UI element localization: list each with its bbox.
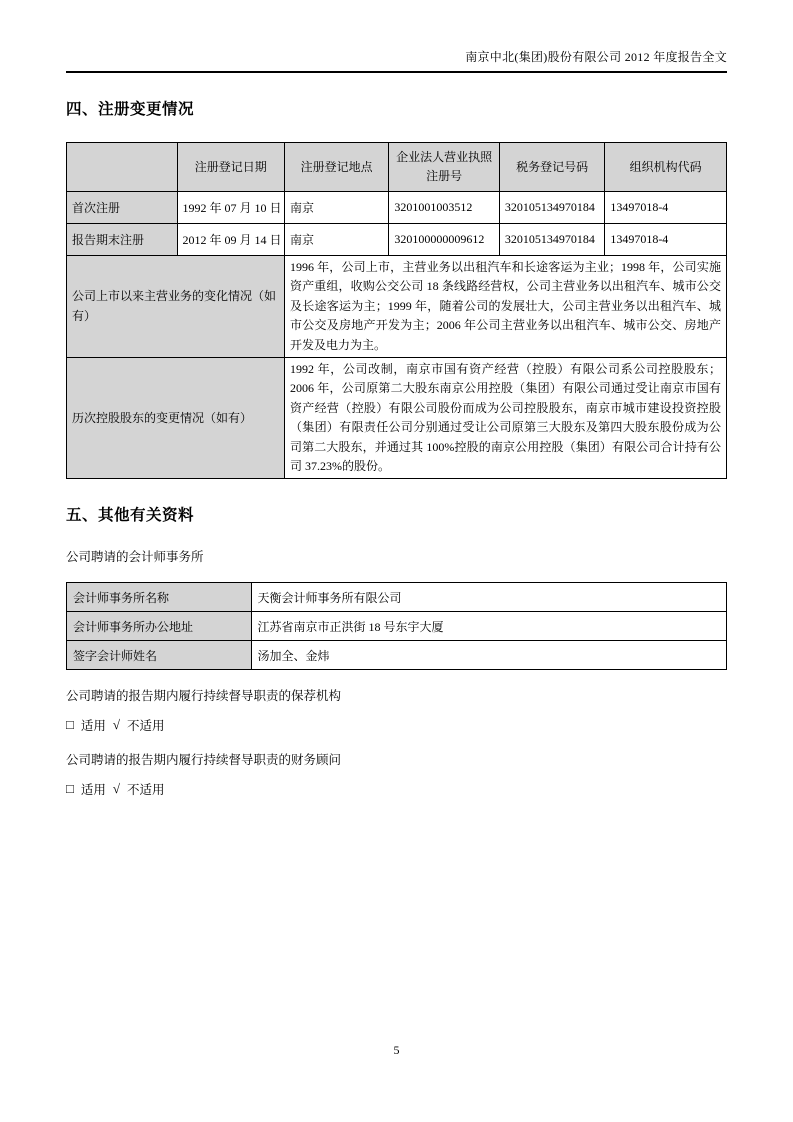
header-cell-reg-date: 注册登记日期 — [177, 143, 284, 192]
page-number: 5 — [393, 1043, 400, 1057]
section-5-heading: 五、其他有关资料 — [66, 507, 195, 525]
cell-org-code: 13497018-4 — [605, 192, 727, 224]
table-row-business-change — [67, 256, 727, 358]
checkmark-icon: √ — [112, 781, 121, 797]
firm-address-label: 会计师事务所办公地址 — [67, 612, 252, 641]
header-cell-empty — [67, 143, 178, 192]
header-divider — [66, 71, 727, 73]
cell-license-no: 3201001003512 — [389, 192, 500, 224]
table-row-period-end-registration — [67, 224, 727, 256]
cell-reg-date: 1992 年 07 月 10 日 — [177, 192, 284, 224]
row-label: 报告期末注册 — [67, 224, 178, 256]
page-content — [66, 0, 727, 798]
document-header-title: 南京中北(集团)股份有限公司 2012 年度报告全文 — [465, 50, 727, 64]
table-header-row — [67, 143, 727, 192]
cell-tax-no: 320105134970184 — [499, 224, 604, 256]
applicable-label: 适用 — [80, 783, 106, 798]
table-row-firm-address — [67, 612, 727, 641]
cell-org-code: 13497018-4 — [605, 224, 727, 256]
cell-reg-date: 2012 年 09 月 14 日 — [177, 224, 284, 256]
header-cell-license-no: 企业法人营业执照注册号 — [389, 143, 500, 192]
table-row-signing-accountants — [67, 641, 727, 670]
accountant-intro-line: 公司聘请的会计师事务所 — [66, 550, 204, 565]
cell-license-no: 320100000009612 — [389, 224, 500, 256]
sponsor-statement: 公司聘请的报告期内履行持续督导职责的保荐机构 — [66, 689, 342, 704]
header-cell-org-code: 组织机构代码 — [605, 143, 727, 192]
sponsor-applicability-line — [66, 716, 727, 734]
registration-change-table — [66, 142, 727, 479]
table-row-first-registration — [67, 192, 727, 224]
row-label: 首次注册 — [67, 192, 178, 224]
business-change-content: 1996 年，公司上市，主营业务以出租汽车和长途客运为主业；1998 年，公司实施资产重组，收购公交公司 18 条线路经营权，公司主营业务以出租汽车、城市公交及长途客运为主；1999 年，随着公司的发展壮大，公司主营业务以出租汽车、城市公交及房地产开发为主；2006 年公司主营业务以出租汽车、城市公交、房地产开发及电力为主。 — [284, 256, 726, 358]
header-cell-reg-place: 注册登记地点 — [284, 143, 388, 192]
firm-name-value: 天衡会计师事务所有限公司 — [251, 583, 726, 612]
checkbox-unchecked-icon: □ — [66, 717, 74, 733]
table-row-holder-change — [67, 358, 727, 479]
accountant-table — [66, 582, 727, 670]
checkmark-icon: √ — [112, 717, 121, 733]
firm-address-value: 江苏省南京市正洪街 18 号东宇大厦 — [251, 612, 726, 641]
cell-reg-place: 南京 — [284, 192, 388, 224]
header-cell-tax-no: 税务登记号码 — [499, 143, 604, 192]
cell-reg-place: 南京 — [284, 224, 388, 256]
checkbox-unchecked-icon: □ — [66, 781, 74, 797]
not-applicable-label: 不适用 — [127, 783, 165, 798]
business-change-label: 公司上市以来主营业务的变化情况（如有） — [67, 256, 285, 358]
signing-accountants-label: 签字会计师姓名 — [67, 641, 252, 670]
holder-change-content: 1992 年，公司改制，南京市国有资产经营（控股）有限公司系公司控股股东；2006 年，公司原第二大股东南京公用控股（集团）有限公司通过受让南京市国有资产经营（控股）有限公司股份而成为公司控股股东，南京市城市建设投资控股（集团）有限责任公司分别通过受让公司原第三大股东及第四大股东股份成为公司第二大股东，并通过其 100%控股的南京公用控股（集团）有限公司合计持有公司 37.23%的股份。 — [284, 358, 726, 479]
applicable-label: 适用 — [80, 719, 106, 734]
holder-change-label: 历次控股股东的变更情况（如有） — [67, 358, 285, 479]
not-applicable-label: 不适用 — [127, 719, 165, 734]
advisor-applicability-line — [66, 780, 727, 798]
section-4-heading: 四、注册变更情况 — [66, 101, 195, 118]
firm-name-label: 会计师事务所名称 — [67, 583, 252, 612]
signing-accountants-value: 汤加全、金炜 — [251, 641, 726, 670]
table-row-firm-name — [67, 583, 727, 612]
cell-tax-no: 320105134970184 — [499, 192, 604, 224]
advisor-statement: 公司聘请的报告期内履行持续督导职责的财务顾问 — [66, 753, 342, 768]
